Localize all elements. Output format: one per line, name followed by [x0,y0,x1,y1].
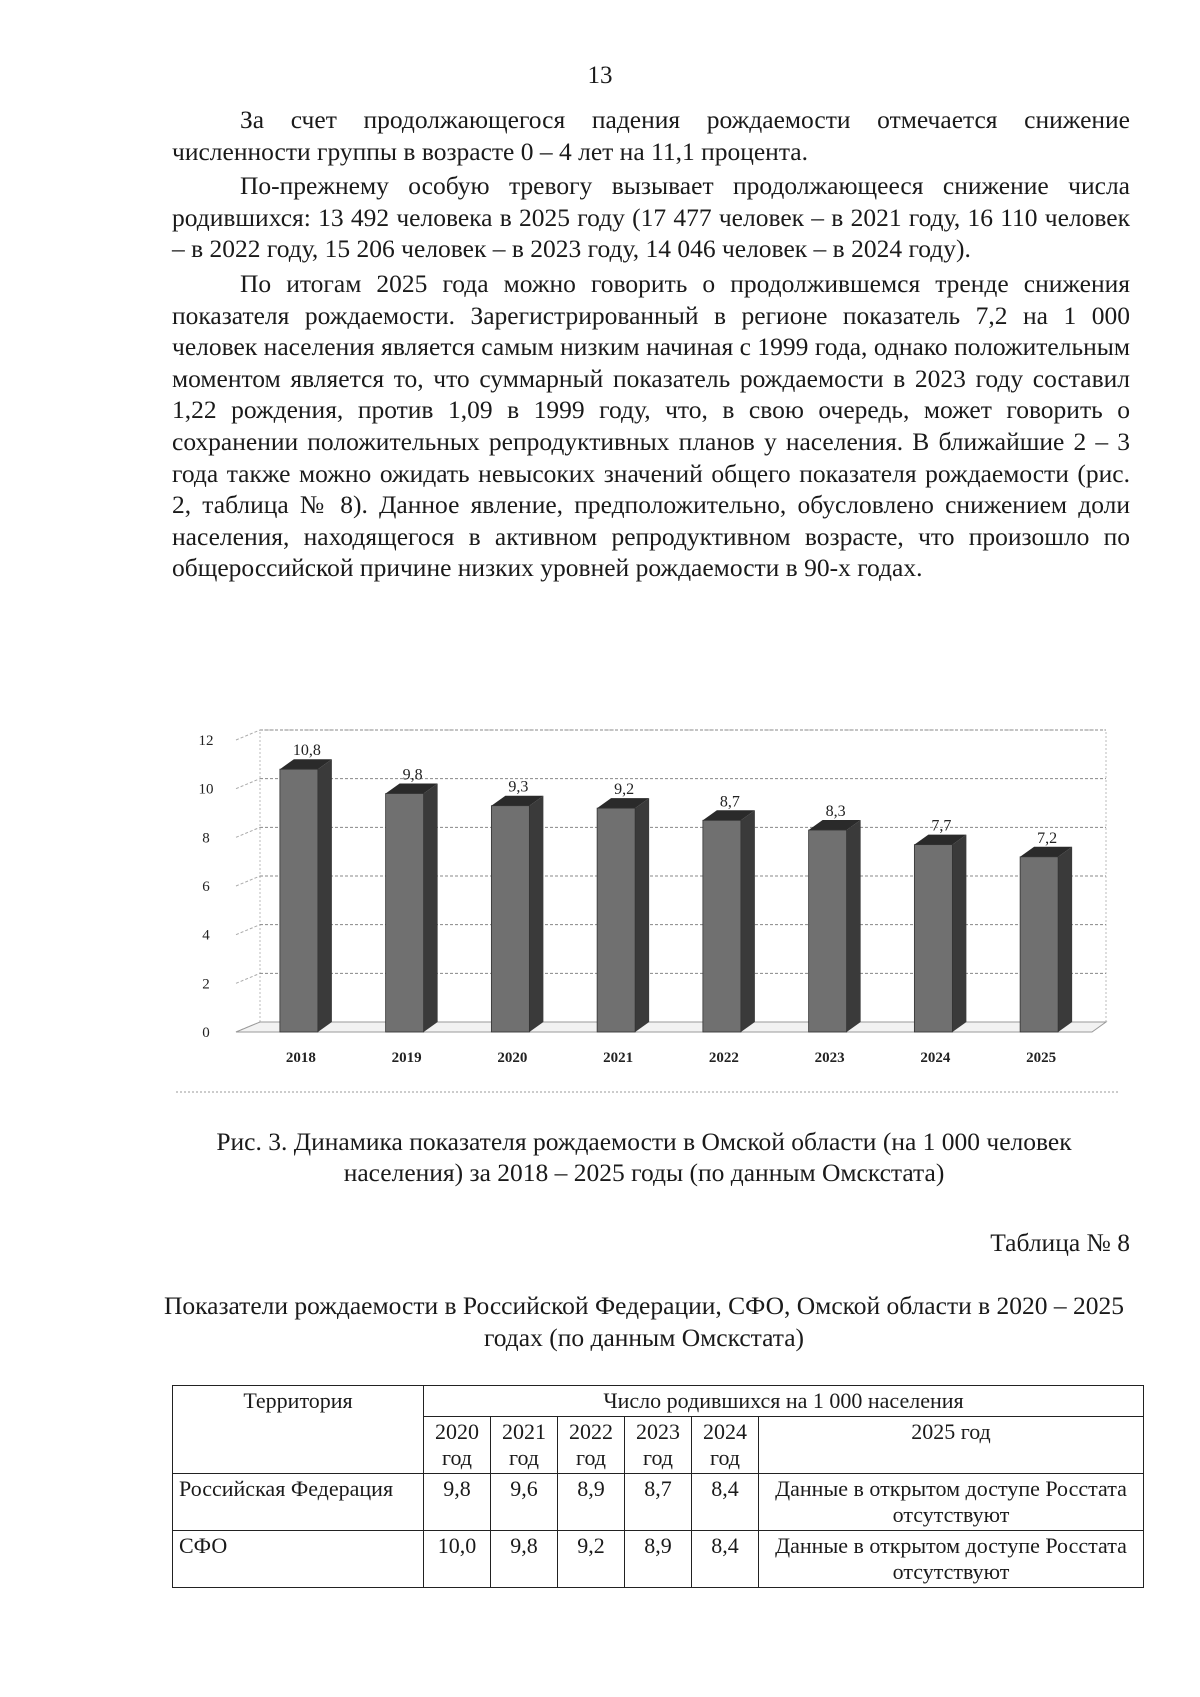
y-tick-label: 2 [202,976,210,993]
data-label: 7,2 [1037,829,1058,847]
table-cell: 10,0 [424,1531,491,1588]
table-row [173,1531,1144,1588]
header-year: 2023 год [625,1417,692,1474]
bar-2018 [280,759,332,1032]
figure-caption: Рис. 3. Динамика показателя рождаемости в Омской области (на 1 000 человек населения) за 2018 – 2025 годы (по данным Омскстата) [216,1127,1072,1187]
bar-front [386,794,424,1032]
y-tick-label: 6 [202,879,210,895]
header-territory: Территория [173,1386,424,1474]
table-note-cell: Данные в открытом доступе Росстата отсутствуют [759,1474,1144,1531]
gridline-depth [236,730,260,740]
data-label: 9,3 [508,778,529,796]
x-tick-label: 2019 [391,1050,422,1066]
gridline-depth [236,779,260,789]
bar-2022 [703,810,755,1032]
row-territory: Российская Федерация [173,1474,424,1531]
body-text [172,104,1130,587]
chart-floor [236,1022,1106,1032]
paragraph: За счет продолжающегося падения рождаемости отмечается снижение численности группы в возрасте 0 – 4 лет на 11,1 процента. [172,105,1130,166]
header-year: 2025 год [759,1417,1144,1474]
gridline-depth [236,876,260,886]
table-cell: 8,4 [692,1474,759,1531]
x-tick-label: 2020 [497,1050,528,1066]
paragraph: По-прежнему особую тревогу вызывает продолжающееся снижение числа родившихся: 13 492 человека в 2025 году (17 477 человек – в 2021 году, 16 110 человек – в 2022 году, 15 206 человек – в 2023 году, 14 046 человек – в 2024 году). [172,171,1130,264]
gridline-depth [236,827,260,837]
bar-front [1020,857,1058,1032]
data-label: 10,8 [292,742,321,760]
bar-2024 [914,835,966,1032]
table-header-row [173,1386,1144,1417]
data-label: 9,8 [402,766,423,784]
table-cell: 8,4 [692,1531,759,1588]
bar-side [424,784,438,1032]
y-tick-label: 4 [202,927,210,944]
bar-front [703,820,741,1032]
bar-front [809,830,847,1032]
table-title: Показатели рождаемости в Российской Федерации, СФО, Омской области в 2020 – 2025 годах (по данным Омскстата) [163,1291,1125,1352]
bar-2020 [491,796,543,1032]
data-label: 8,3 [825,803,846,821]
bar-front [914,845,952,1032]
x-tick-label: 2024 [920,1050,951,1066]
bar-side [952,835,966,1032]
birth-rate-table [172,1385,1144,1588]
table-cell: 9,8 [491,1531,558,1588]
x-tick-label: 2022 [708,1050,739,1066]
bar-front [491,806,529,1032]
bar-side [318,759,332,1032]
data-label: 7,7 [931,817,952,835]
x-tick-label: 2021 [603,1050,634,1066]
bar-side [635,798,649,1032]
table-row [173,1474,1144,1531]
table-cell: 8,7 [625,1474,692,1531]
x-tick-label: 2018 [285,1050,316,1066]
header-year: 2022 год [558,1417,625,1474]
table-label: Таблица № 8 [990,1228,1130,1257]
bar-side [1058,847,1072,1032]
bar-2025 [1020,847,1072,1032]
header-group: Число родившихся на 1 000 населения [424,1386,1144,1417]
bar-front [597,808,635,1032]
row-territory: СФО [173,1531,424,1588]
y-tick-label: 8 [202,830,210,847]
bar-2023 [809,820,861,1032]
table-cell: 9,6 [491,1474,558,1531]
gridline-depth [236,973,260,983]
y-tick-label: 10 [198,781,214,798]
data-label: 9,2 [614,781,635,799]
bar-front [280,769,318,1032]
page-number: 13 [587,62,613,89]
bar-side [847,820,861,1032]
table-cell: 9,2 [558,1531,625,1588]
x-tick-label: 2023 [814,1050,845,1066]
paragraph: По итогам 2025 года можно говорить о продолжившемся тренде снижения показателя рождаемости. Зарегистрированный в регионе показатель 7,2 на 1 000 человек населения является самым низким начиная с 1999 года, однако положительным моментом является то, что суммарный показатель рождаемости в 2023 году составил 1,22 рождения, против 1,09 в 1999 году, что, в свою очередь, может говорить о сохранении положительных репродуктивных планов у населения. В ближайшие 2 – 3 года также можно ожидать невысоких значений общего показателя рождаемости (рис. 2, таблица № 8). Данное явление, предположительно, обусловлено снижением доли населения, находящегося в активном репродуктивном возрасте, что произошло по общероссийской причине низких уровней рождаемости в 90-х годах. [172,268,1130,583]
header-year: 2024 год [692,1417,759,1474]
bar-2019 [386,784,438,1032]
gridline-depth [236,925,260,935]
table-cell: 8,9 [558,1474,625,1531]
table-cell: 8,9 [625,1531,692,1588]
header-year: 2021 год [491,1417,558,1474]
data-label: 8,7 [719,793,740,811]
table-note-cell: Данные в открытом доступе Росстата отсутствуют [759,1531,1144,1588]
table-cell: 9,8 [424,1474,491,1531]
bar-side [741,810,755,1032]
y-tick-label: 0 [202,1025,210,1041]
bar-side [529,796,543,1032]
header-year: 2020 год [424,1417,491,1474]
bar-2021 [597,798,649,1032]
y-tick-label: 12 [198,733,214,749]
birth-rate-chart [176,720,1120,1100]
x-tick-label: 2025 [1026,1050,1057,1066]
